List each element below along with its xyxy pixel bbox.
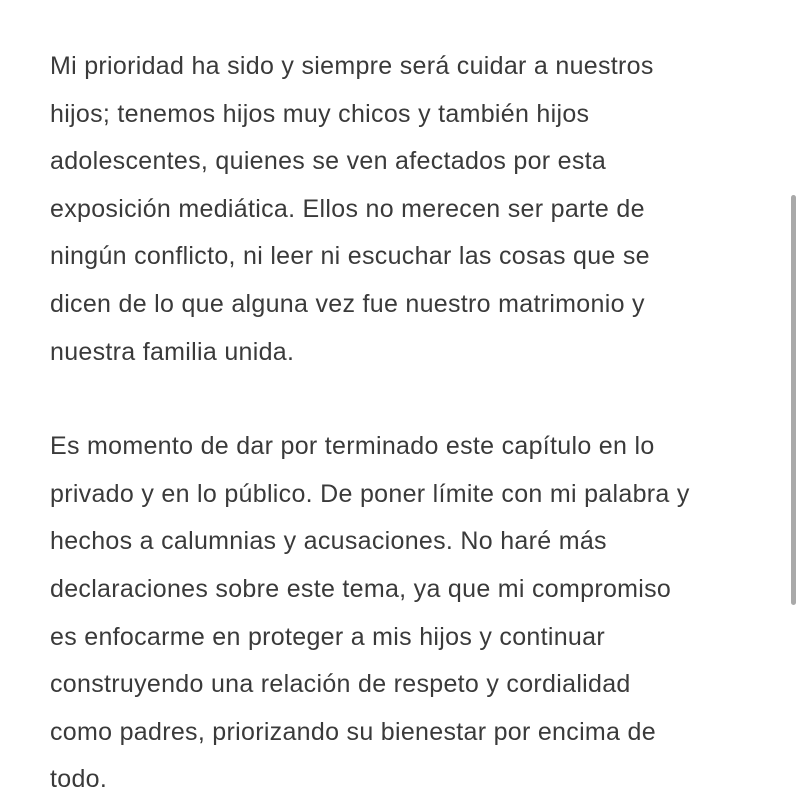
text-line: hechos a calumnias y acusaciones. No haré más <box>50 527 607 556</box>
paragraph-2 <box>50 423 762 800</box>
vertical-scrollbar[interactable] <box>791 195 796 605</box>
paragraph-1 <box>50 43 762 376</box>
document-body <box>50 43 762 800</box>
text-line: adolescentes, quienes se ven afectados por esta <box>50 147 607 176</box>
text-line: hijos; tenemos hijos muy chicos y también hijos <box>50 99 590 128</box>
text-line: Mi prioridad ha sido y siempre será cuidar a nuestros <box>50 52 654 80</box>
text-line: privado y en lo público. De poner límite con mi palabra y <box>50 479 690 508</box>
text-line: dicen de lo que alguna vez fue nuestro matrimonio y <box>50 289 645 318</box>
text-line: Es momento de dar por terminado este capítulo en lo <box>50 432 655 461</box>
text-line: es enfocarme en proteger a mis hijos y continuar <box>50 622 605 651</box>
text-line: todo. <box>50 765 108 794</box>
text-line: exposición mediática. Ellos no merecen ser parte de <box>50 194 645 223</box>
text-line: ningún conflicto, ni leer ni escuchar las cosas que se <box>50 242 650 271</box>
text-line: declaraciones sobre este tema, ya que mi compromiso <box>50 574 672 603</box>
text-line: nuestra familia unida. <box>50 337 295 366</box>
text-line: como padres, priorizando su bienestar por encima de <box>50 717 656 746</box>
text-line: construyendo una relación de respeto y cordialidad <box>50 670 631 699</box>
